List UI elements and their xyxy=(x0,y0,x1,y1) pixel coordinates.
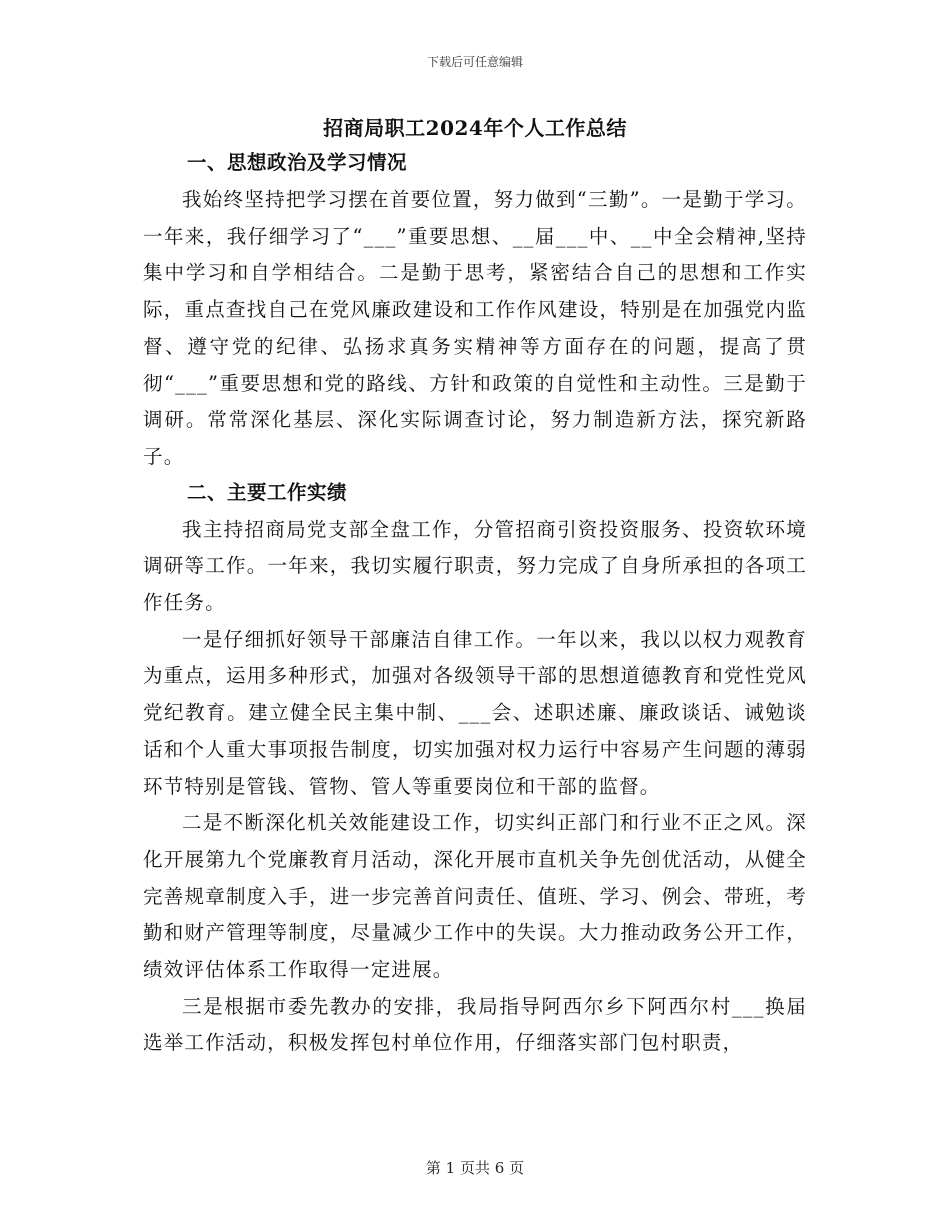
document-title: 招商局职工2024年个人工作总结 xyxy=(323,116,627,140)
paragraph: 我始终坚持把学习摆在首要位置，努力做到“三勤”。一是勤于学习。一年来，我仔细学习了“___”重要思想、__届___中、__中全会精神,坚持集中学习和自学相结合。二是勤于思考，紧密结合自己的思想和工作实际，重点查找自己在党风廉政建设和工作作风建设，特别是在加强党内监督、遵守党的纪律、弘扬求真务实精神等方面存在的问题，提高了贯彻“___”重要思想和党的路线、方针和政策的自觉性和主动性。三是勤于调研。常常深化基层、深化实际调查讨论，努力制造新方法，探究新路子。 xyxy=(143,188,807,468)
section-heading: 一、思想政治及学习情况 xyxy=(187,151,408,174)
paragraph: 二是不断深化机关效能建设工作，切实纠正部门和行业不正之风。深化开展第九个党廉教育月活动，深化开展市直机关争先创优活动，从健全完善规章制度入手，进一步完善首问责任、值班、学习、例会、带班，考勤和财产管理等制度，尽量减少工作中的失误。大力推动政务公开工作，绩效评估体系工作取得一定进展。 xyxy=(143,811,807,982)
page-number: 第 1 页共 6 页 xyxy=(425,1159,525,1177)
paragraph: 一是仔细抓好领导干部廉洁自律工作。一年以来，我以以权力观教育为重点，运用多种形式，加强对各级领导干部的思想道德教育和党性党风党纪教育。建立健全民主集中制、___会、述职述廉、廉政谈话、诫勉谈话和个人重大事项报告制度，切实加强对权力运行中容易产生问题的薄弱环节特别是管钱、管物、管人等重要岗位和干部的监督。 xyxy=(143,627,807,798)
paragraph: 三是根据市委先教办的安排，我局指导阿西尔乡下阿西尔村___换届选举工作活动，积极发挥包村单位作用，仔细落实部门包村职责， xyxy=(143,994,807,1055)
paragraph: 我主持招商局党支部全盘工作，分管招商引资投资服务、投资软环境调研等工作。一年来，我切实履行职责，努力完成了自身所承担的各项工作任务。 xyxy=(143,517,807,615)
document-body xyxy=(143,146,807,1062)
section-heading: 二、主要工作实绩 xyxy=(187,480,348,504)
header-note: 下载后可任意编辑 xyxy=(426,55,523,69)
